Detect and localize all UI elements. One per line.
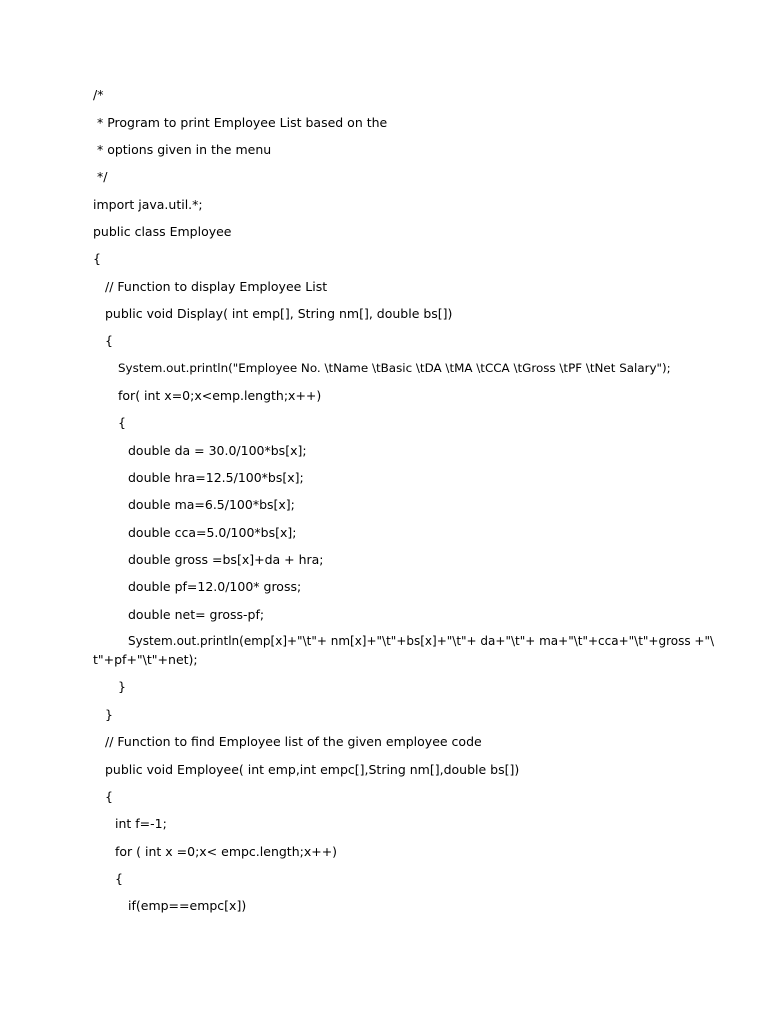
code-line: for ( int x =0;x< empc.length;x++) bbox=[115, 844, 338, 859]
code-line: public class Employee bbox=[93, 224, 232, 239]
code-line: for( int x=0;x<emp.length;x++) bbox=[118, 388, 322, 403]
code-line: } bbox=[118, 679, 126, 694]
code-line: } bbox=[105, 707, 113, 722]
code-line: double pf=12.0/100* gross; bbox=[128, 579, 302, 594]
code-line: { bbox=[105, 333, 113, 348]
code-line: // Function to display Employee List bbox=[105, 279, 328, 294]
code-line: { bbox=[105, 789, 113, 804]
code-line: // Function to find Employee list of the given employee code bbox=[105, 734, 482, 749]
code-line: { bbox=[93, 251, 101, 266]
code-line: * options given in the menu bbox=[93, 142, 272, 157]
code-line: /* bbox=[93, 87, 104, 102]
code-line: int f=-1; bbox=[115, 816, 167, 831]
code-line: { bbox=[115, 871, 123, 886]
code-line: double hra=12.5/100*bs[x]; bbox=[128, 470, 304, 485]
code-line: public void Employee( int emp,int empc[],String nm[],double bs[]) bbox=[105, 762, 520, 777]
code-line: if(emp==empc[x]) bbox=[128, 898, 247, 913]
code-line: System.out.println(emp[x]+"\t"+ nm[x]+"\t"+bs[x]+"\t"+ da+"\t"+ ma+"\t"+cca+"\t"+gross +"\ bbox=[128, 634, 715, 648]
code-line: public void Display( int emp[], String nm[], double bs[]) bbox=[105, 306, 453, 321]
code-line: { bbox=[118, 415, 126, 430]
code-line: System.out.println("Employee No. \tName \tBasic \tDA \tMA \tCCA \tGross \tPF \tNet Salary"); bbox=[118, 361, 671, 375]
code-line: double ma=6.5/100*bs[x]; bbox=[128, 497, 295, 512]
code-line: double cca=5.0/100*bs[x]; bbox=[128, 525, 297, 540]
code-line: * Program to print Employee List based on the bbox=[93, 115, 388, 130]
code-line: import java.util.*; bbox=[93, 197, 203, 212]
code-line: double gross =bs[x]+da + hra; bbox=[128, 552, 324, 567]
code-line: */ bbox=[93, 169, 108, 184]
code-line: double da = 30.0/100*bs[x]; bbox=[128, 443, 307, 458]
code-line: t"+pf+"\t"+net); bbox=[93, 652, 198, 667]
code-line: double net= gross-pf; bbox=[128, 607, 265, 622]
